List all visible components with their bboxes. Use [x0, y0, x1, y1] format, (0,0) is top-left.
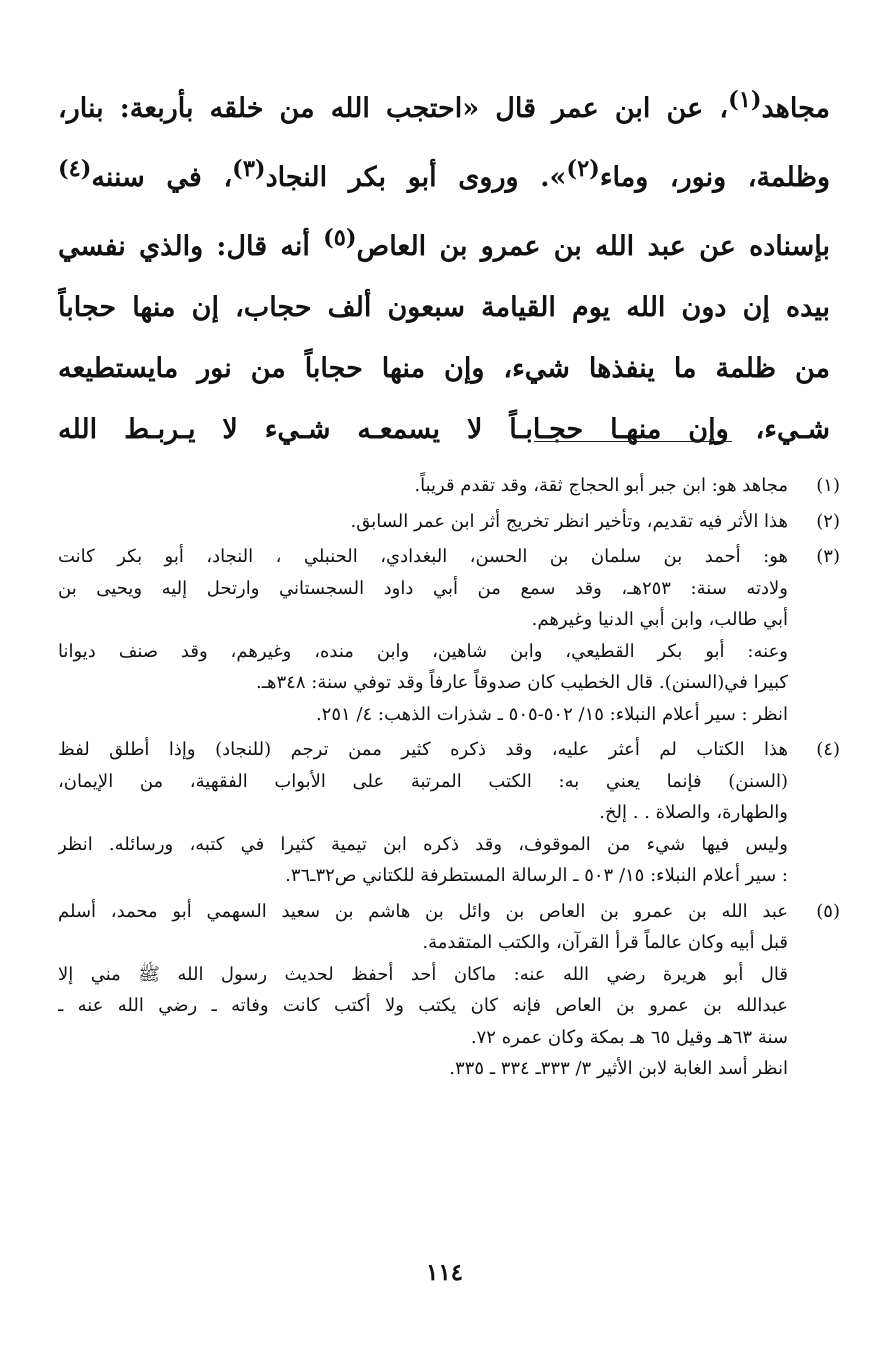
- footnote-number: (٣): [816, 546, 840, 567]
- footnote-number: (٢): [816, 510, 840, 532]
- footnote-body: [58, 896, 788, 1085]
- footnote-1: [58, 470, 840, 502]
- footnote-body: [58, 506, 788, 538]
- footnote-line: ولادته سنة: ٢٥٣هـ، وقد سمع من أبي داود السجستاني وارتحل إليه ويحيى بن: [58, 577, 788, 599]
- footnote-line: قبل أبيه وكان عالماً قرأ القرآن، والكتب المتقدمة.: [422, 932, 788, 953]
- footnote-body: [58, 541, 788, 730]
- footnote-number: (١): [816, 475, 840, 496]
- footnote-line: : سير أعلام النبلاء: ١٥/ ٥٠٣ ـ الرسالة المستطرفة للكتاني ص٣٢ـ٣٦.: [285, 865, 788, 886]
- footnotes: [58, 470, 840, 1089]
- footnote-line: مجاهد هو: ابن جبر أبو الحجاج ثقة، وقد تقدم قريباً.: [414, 475, 788, 496]
- footnote-line: عبد الله بن عمرو بن العاص بن وائل بن هاشم بن سعيد السهمي أبو محمد، أسلم: [58, 900, 788, 922]
- footnote-line: هذا الكتاب لم أعثر عليه، وقد ذكره كثير ممن ترجم (للنجاد) وإذا أطلق لفظ: [58, 739, 788, 760]
- footnote-line: (السنن) فإنما يعني به: الكتب المرتبة على الأبواب الفقهية، من الإيمان،: [58, 770, 788, 792]
- main-text: [58, 70, 830, 460]
- footnote-line: سنة ٦٣هـ وقيل ٦٥ هـ بمكة وكان عمره ٧٢.: [470, 1026, 788, 1048]
- footnote-line: وليس فيها شيء من الموقوف، وقد ذكره ابن تيمية كثيرا في كتبه، ورسائله. انظر: [58, 833, 788, 855]
- footnote-4: [58, 734, 840, 892]
- footnote-line: هذا الأثر فيه تقديم، وتأخير انظر تخريج أثر ابن عمر السابق.: [350, 510, 788, 532]
- footnote-line: انظر : سير أعلام النبلاء: ١٥/ ٥٠٢-٥٠٥ ـ شذرات الذهب: ٤/ ٢٥١.: [315, 703, 788, 725]
- main-text-line: من ظلمة ما ينفذها شيء، وإن منها حجاباً من نور مايستطيعه: [58, 353, 830, 384]
- footnote-line: انظر أسد الغابة لابن الأثير ٣/ ٣٣٣ـ ٣٣٤ ـ ٣٣٥.: [449, 1058, 788, 1079]
- main-text-line: بإسناده عن عبد الله بن عمرو بن العاص$^{(٥)}$ أنه قال: والذي نفسي: [58, 225, 830, 262]
- footnote-divider: [534, 441, 732, 442]
- footnote-line: أبي طالب، وابن أبي الدنيا وغيرهم.: [531, 609, 788, 630]
- main-text-line: مجاهد$^{(١)}$، عن ابن عمر قال «احتجب الله من خلقه بأربعة: بنار،: [58, 87, 830, 124]
- footnote-number: (٤): [816, 739, 840, 760]
- footnote-body: [58, 734, 788, 892]
- footnote-line: كبيرا في(السنن). قال الخطيب كان صدوقاً عارفاً وقد توفي سنة: ٣٤٨هـ.: [256, 672, 788, 693]
- main-text-line: شـيء، وإن منهـا حجـابـاً لا يسمعـه شـيء لا يـربـط الله: [58, 414, 830, 445]
- footnote-number: (٥): [816, 900, 840, 922]
- footnote-2: [58, 506, 840, 538]
- page-number: ١١٤: [425, 1259, 464, 1286]
- footnote-body: [58, 470, 788, 502]
- footnote-line: عبدالله بن عمرو بن العاص فإنه كان يكتب ولا أكتب كانت وفاته ـ رضي الله عنه ـ: [58, 995, 788, 1016]
- footnote-line: قال أبو هريرة رضي الله عنه: ماكان أحد أحفظ لحديث رسول الله ﷺ مني إلا: [58, 963, 788, 985]
- main-text-line: وظلمة، ونور، وماء$^{(٢)}$». وروى أبو بكر النجاد$^{(٣)}$، في سننه$^{(٤)}$: [58, 156, 830, 193]
- main-text-line: بيده إن دون الله يوم القيامة سبعون ألف حجاب، إن منها حجاباً: [58, 292, 830, 323]
- footnote-line: وعنه: أبو بكر القطيعي، وابن شاهين، وابن منده، وغيرهم، وقد صنف ديوانا: [58, 640, 788, 662]
- footnote-3: [58, 541, 840, 730]
- footnote-5: [58, 896, 840, 1085]
- footnote-line: والطهارة، والصلاة . . إلخ.: [599, 802, 788, 823]
- footnote-line: هو: أحمد بن سلمان بن الحسن، البغدادي، الحنبلي ، النجاد، أبو بكر كانت: [58, 546, 788, 567]
